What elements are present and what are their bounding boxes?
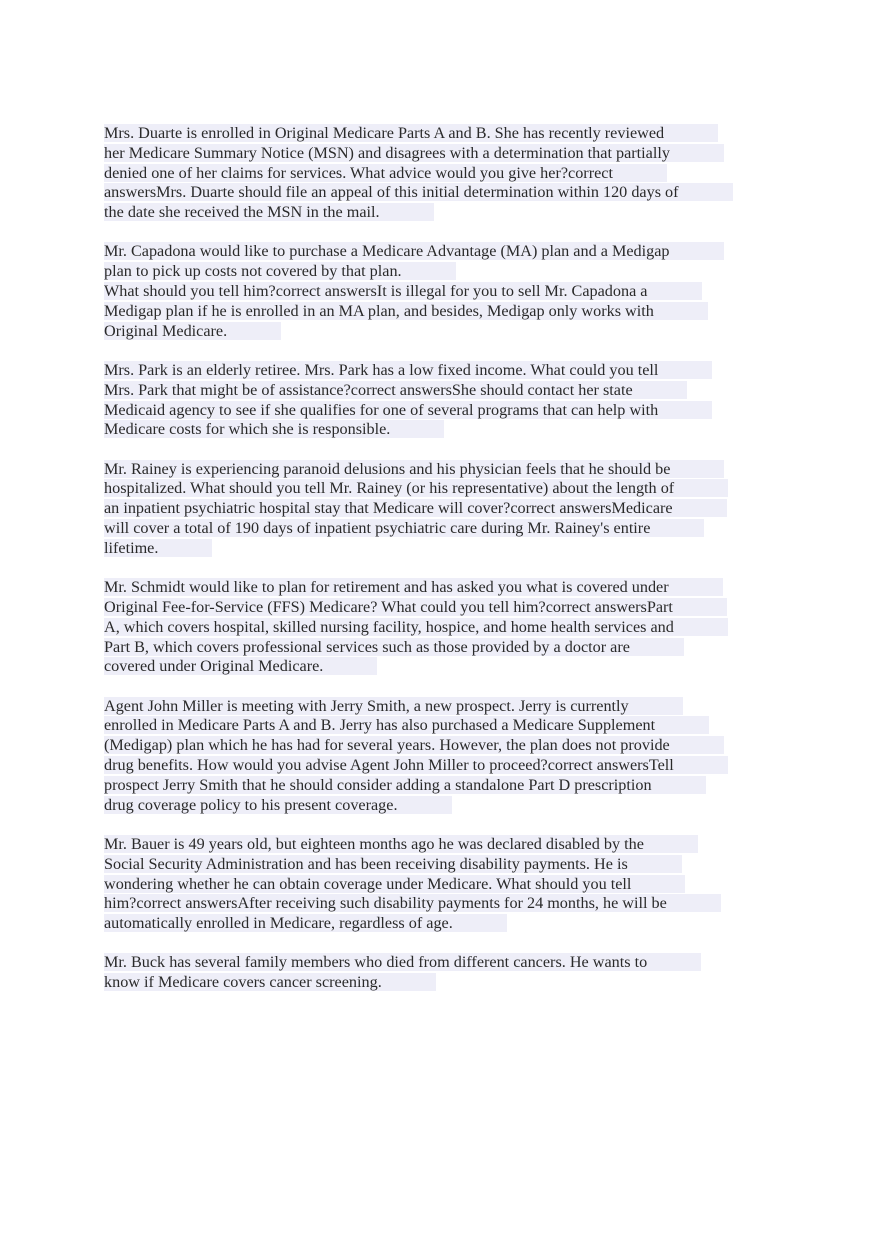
text-line-content: prospect Jerry Smith that he should consider adding a standalone Part D prescription — [104, 776, 706, 794]
text-line — [104, 914, 774, 934]
text-line-content: answersMrs. Duarte should file an appeal of this initial determination within 120 days of — [104, 183, 733, 201]
text-line-content: drug coverage policy to his present coverage. — [104, 796, 452, 814]
question-paragraph — [104, 460, 774, 559]
text-line — [104, 479, 774, 499]
question-paragraph — [104, 578, 774, 677]
text-line — [104, 124, 774, 144]
question-paragraph — [104, 697, 774, 816]
text-line-content: automatically enrolled in Medicare, regardless of age. — [104, 914, 507, 932]
text-line-content: denied one of her claims for services. What advice would you give her?correct — [104, 164, 667, 182]
question-paragraph — [104, 361, 774, 440]
text-line-content: Original Medicare. — [104, 322, 281, 340]
text-line — [104, 242, 774, 262]
text-line — [104, 598, 774, 618]
text-line — [104, 736, 774, 756]
text-line-content: him?correct answersAfter receiving such disability payments for 24 months, he will be — [104, 894, 721, 912]
text-line-content: her Medicare Summary Notice (MSN) and disagrees with a determination that partially — [104, 144, 724, 162]
text-line-content: Mrs. Park that might be of assistance?correct answersShe should contact her state — [104, 381, 687, 399]
text-line — [104, 460, 774, 480]
text-line-content: will cover a total of 190 days of inpatient psychiatric care during Mr. Rainey's entire — [104, 519, 704, 537]
text-line-content: Mr. Rainey is experiencing paranoid delusions and his physician feels that he should be — [104, 460, 724, 478]
question-paragraph — [104, 953, 774, 993]
text-line-content: Mrs. Park is an elderly retiree. Mrs. Park has a low fixed income. What could you tell — [104, 361, 712, 379]
text-line — [104, 183, 774, 203]
text-line — [104, 894, 774, 914]
text-line-content: Medicare costs for which she is responsible. — [104, 420, 444, 438]
text-line-content: covered under Original Medicare. — [104, 657, 377, 675]
text-line-content: Original Fee-for-Service (FFS) Medicare? What could you tell him?correct answersPart — [104, 598, 727, 616]
text-line — [104, 420, 774, 440]
text-line-content: hospitalized. What should you tell Mr. Rainey (or his representative) about the length of — [104, 479, 728, 497]
text-line — [104, 618, 774, 638]
text-line — [104, 144, 774, 164]
text-line — [104, 401, 774, 421]
text-line — [104, 875, 774, 895]
text-line — [104, 716, 774, 736]
text-line — [104, 361, 774, 381]
text-line-content: wondering whether he can obtain coverage under Medicare. What should you tell — [104, 875, 685, 893]
text-line-content: Mr. Capadona would like to purchase a Medicare Advantage (MA) plan and a Medigap — [104, 242, 724, 260]
text-line-content: Mrs. Duarte is enrolled in Original Medicare Parts A and B. She has recently reviewed — [104, 124, 718, 142]
text-line-content: plan to pick up costs not covered by that plan. — [104, 262, 456, 280]
text-line-content: (Medigap) plan which he has had for several years. However, the plan does not provide — [104, 736, 724, 754]
text-line — [104, 282, 774, 302]
text-line — [104, 381, 774, 401]
text-line — [104, 322, 774, 342]
question-paragraph — [104, 242, 774, 341]
text-line-content: Mr. Schmidt would like to plan for retirement and has asked you what is covered under — [104, 578, 723, 596]
text-line — [104, 499, 774, 519]
text-line-content: Agent John Miller is meeting with Jerry Smith, a new prospect. Jerry is currently — [104, 697, 683, 715]
question-paragraph — [104, 124, 774, 223]
text-line — [104, 855, 774, 875]
text-line-content: know if Medicare covers cancer screening. — [104, 973, 436, 991]
text-line — [104, 697, 774, 717]
text-line — [104, 203, 774, 223]
text-line-content: Mr. Buck has several family members who died from different cancers. He wants to — [104, 953, 701, 971]
document-body — [104, 124, 774, 1012]
text-line — [104, 262, 774, 282]
text-line — [104, 835, 774, 855]
text-line-content: A, which covers hospital, skilled nursing facility, hospice, and home health services and — [104, 618, 728, 636]
text-line-content: drug benefits. How would you advise Agent John Miller to proceed?correct answersTell — [104, 756, 728, 774]
text-line — [104, 796, 774, 816]
text-line-content: What should you tell him?correct answersIt is illegal for you to sell Mr. Capadona a — [104, 282, 702, 300]
text-line — [104, 519, 774, 539]
text-line-content: the date she received the MSN in the mail. — [104, 203, 434, 221]
text-line-content: Medigap plan if he is enrolled in an MA plan, and besides, Medigap only works with — [104, 302, 708, 320]
text-line-content: an inpatient psychiatric hospital stay that Medicare will cover?correct answersMedicare — [104, 499, 727, 517]
text-line-content: Medicaid agency to see if she qualifies for one of several programs that can help with — [104, 401, 712, 419]
text-line — [104, 973, 774, 993]
text-line — [104, 302, 774, 322]
text-line — [104, 578, 774, 598]
text-line — [104, 164, 774, 184]
text-line — [104, 657, 774, 677]
text-line — [104, 776, 774, 796]
text-line-content: lifetime. — [104, 539, 212, 557]
text-line-content: Mr. Bauer is 49 years old, but eighteen months ago he was declared disabled by the — [104, 835, 698, 853]
text-line — [104, 953, 774, 973]
text-line — [104, 638, 774, 658]
question-paragraph — [104, 835, 774, 934]
text-line-content: Part B, which covers professional services such as those provided by a doctor are — [104, 638, 684, 656]
text-line-content: enrolled in Medicare Parts A and B. Jerry has also purchased a Medicare Supplement — [104, 716, 709, 734]
text-line-content: Social Security Administration and has been receiving disability payments. He is — [104, 855, 682, 873]
text-line — [104, 539, 774, 559]
text-line — [104, 756, 774, 776]
